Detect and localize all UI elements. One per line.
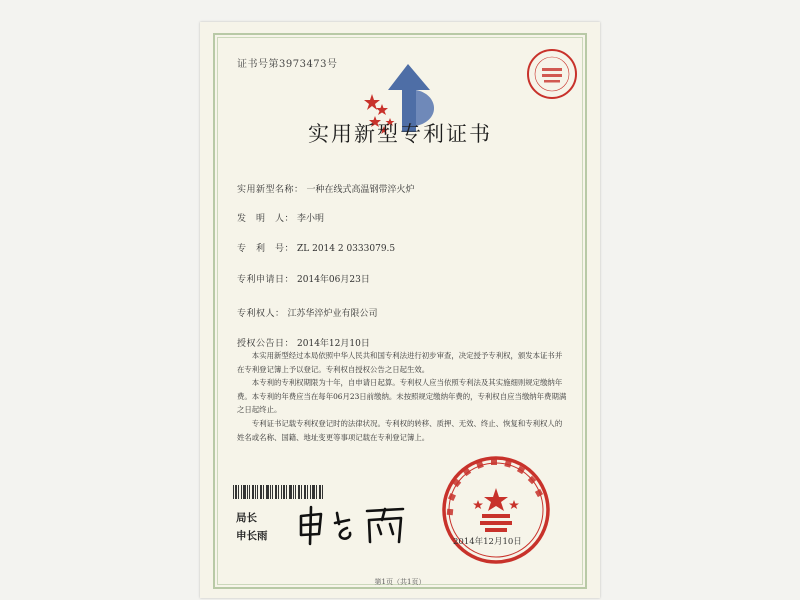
official-seal-icon xyxy=(440,454,552,566)
field-value: ZL 2014 2 0333079.5 xyxy=(297,244,396,254)
field-label: 发 明 人： xyxy=(237,214,295,224)
field-label: 授权公告日： xyxy=(237,339,295,349)
field-utility-model-name xyxy=(237,182,415,195)
field-value: 2014年06月23日 xyxy=(297,275,370,285)
body-paragraph: 专利证书记载专利权登记时的法律状况。专利权的转移、质押、无效、终止、恢复和专利权人的姓名或名称、国籍、地址变更等事项记载在专利登记簿上。 xyxy=(237,418,563,442)
field-application-date xyxy=(237,272,370,285)
field-patent-number xyxy=(237,241,395,254)
certificate-title: 实用新型专利证书 xyxy=(308,122,492,146)
field-value: 一种在线式高温钢带淬火炉 xyxy=(306,185,415,195)
certificate-paper xyxy=(200,22,600,598)
field-value: 李小明 xyxy=(297,214,325,224)
handwritten-signature-icon xyxy=(295,504,410,546)
field-label: 专 利 号： xyxy=(237,244,295,254)
chief-name: 申长雨 xyxy=(236,530,268,542)
certificate-body xyxy=(237,349,567,444)
page-number: 第1页（共1页） xyxy=(374,578,426,586)
seal-date: 2014年12月10日 xyxy=(453,537,522,547)
body-paragraph: 本专利的专利权期限为十年，自申请日起算。专利权人应当依照专利法及其实施细则规定缴纳年费。本专利的年费应当在每年06月23日前缴纳。未按照规定缴纳年费的，专利权自应当缴纳年费期满之日起终止。 xyxy=(237,378,567,415)
field-value: 江苏华淬炉业有限公司 xyxy=(287,309,378,319)
field-patentee xyxy=(237,306,378,319)
barcode-icon xyxy=(233,485,325,499)
field-value: 2014年12月10日 xyxy=(297,339,370,349)
tax-stamp xyxy=(525,47,579,101)
field-label: 实用新型名称： xyxy=(237,185,304,195)
body-paragraph: 本实用新型经过本局依照中华人民共和国专利法进行初步审查，决定授予专利权，颁发本证书并在专利登记簿上予以登记。专利权自授权公告之日起生效。 xyxy=(237,351,563,374)
field-label: 专利申请日： xyxy=(237,275,295,285)
certificate-number: 证书号第3973473号 xyxy=(237,59,338,70)
tax-stamp-seal-icon xyxy=(525,47,579,101)
field-grant-date xyxy=(237,336,370,349)
chief-title: 局长 xyxy=(236,512,257,524)
field-label: 专利权人： xyxy=(237,309,285,319)
field-inventor xyxy=(237,211,324,224)
